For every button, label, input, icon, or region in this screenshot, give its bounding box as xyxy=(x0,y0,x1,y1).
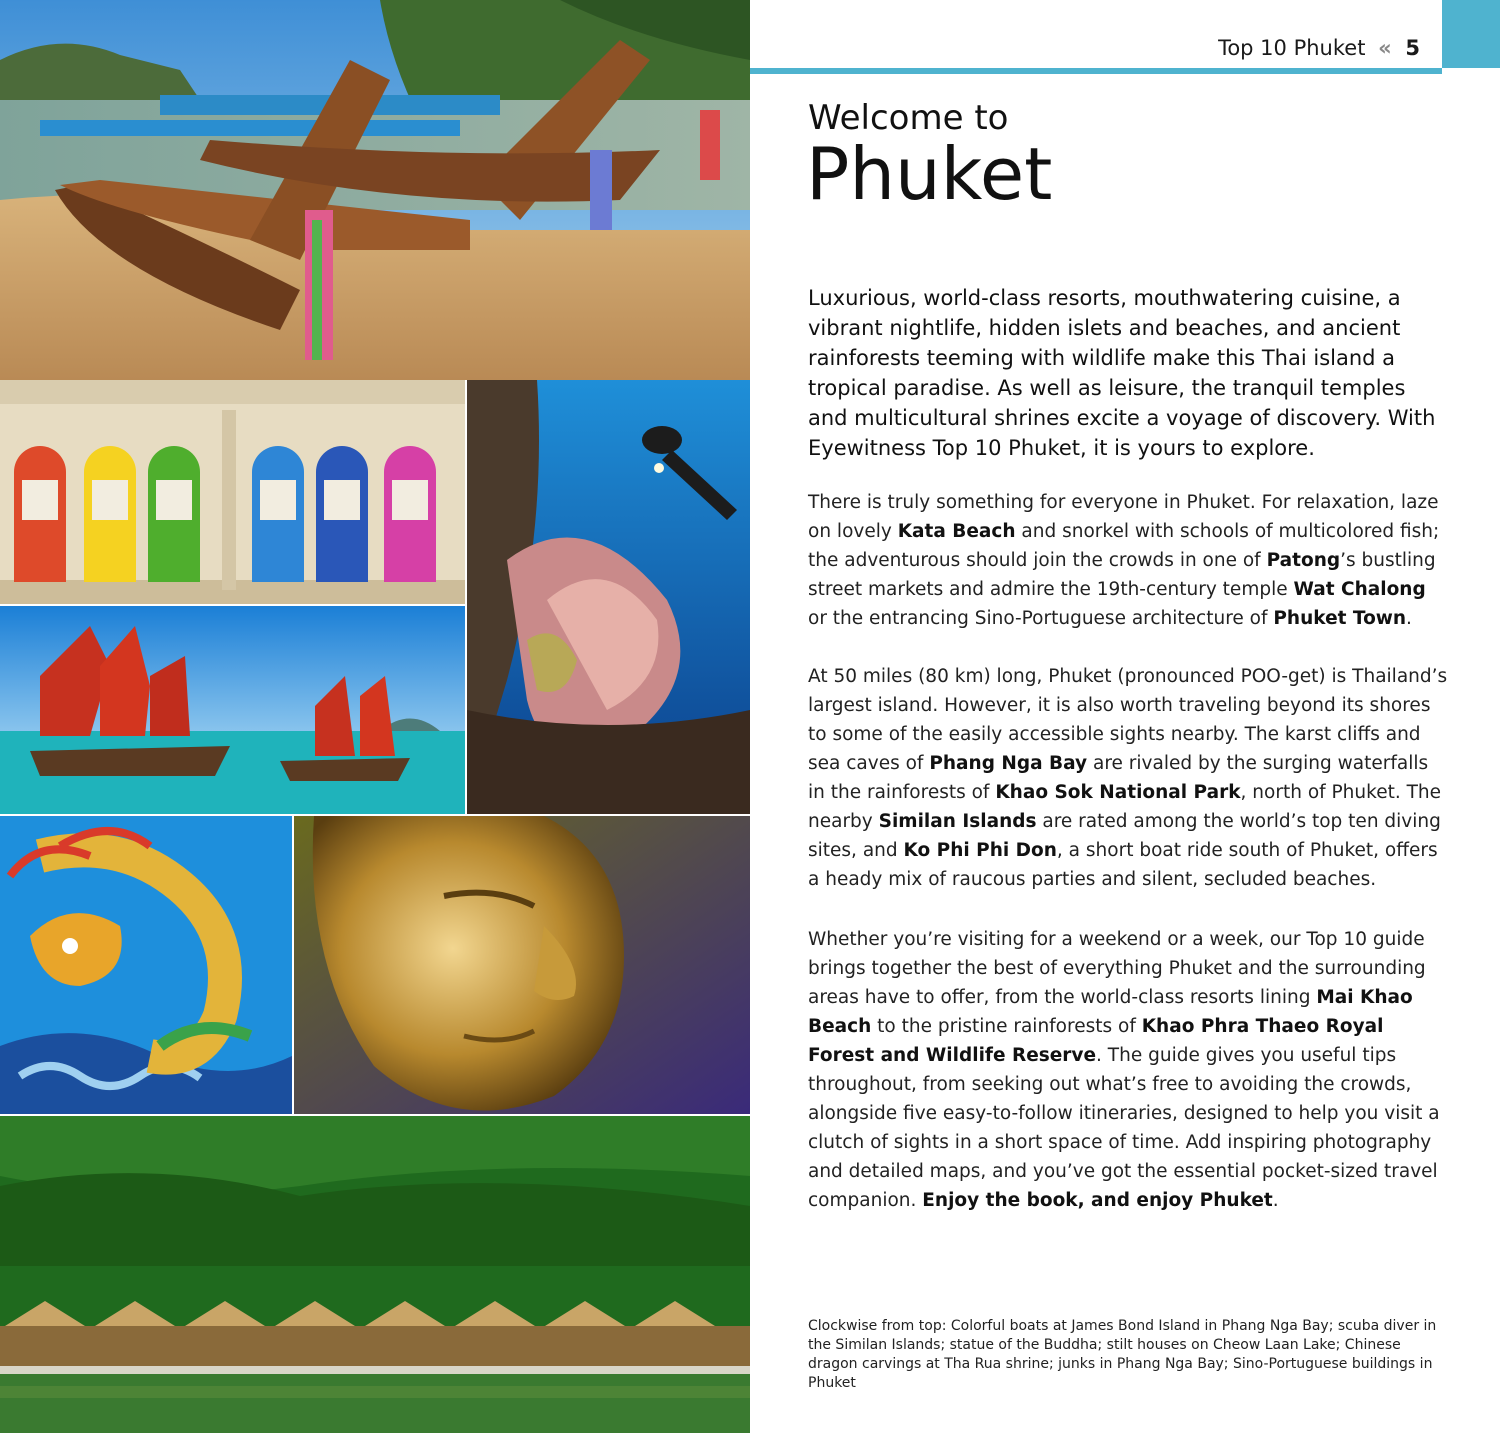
highlight-khao-phra-thaeo: Khao Phra Thaeo Royal Forest and Wildlife Reserve xyxy=(808,1016,1384,1066)
page-number: 5 xyxy=(1405,36,1420,60)
photo-stilt-houses xyxy=(0,1116,750,1433)
photo-caption xyxy=(808,1317,1438,1393)
header-accent-tab xyxy=(1442,0,1500,68)
paragraph-3: Whether you’re visiting for a weekend or a week, our Top 10 guide brings together the best of everything Phuket and the surrounding areas have to offer, from the world-class resorts lining Mai Khao Beach to the pristine rainforests of Khao Phra Thaeo Royal Forest and Wildlife Reserve. The guide gives you useful tips throughout, from seeking out what’s free to avoiding the crowds, alongside five easy-to-follow itineraries, designed to help you visit a clutch of sights in a short space of time. Add inspiring photography and detailed maps, and you’ve got the essential pocket-sized travel companion. Enjoy the book, and enjoy Phuket. xyxy=(808,929,1440,1211)
highlight-phang-nga-bay: Phang Nga Bay xyxy=(929,753,1088,774)
title-welcome: Welcome to xyxy=(808,98,1009,138)
paragraph-1: There is truly something for everyone in Phuket. For relaxation, laze on lovely Kata Beach and snorkel with schools of multicolored fish; the adventurous should join the crowds in one of Patong’s bustling street markets and admire the 19th-century temple Wat Chalong or the entrancing Sino-Portuguese architecture of Phuket Town. xyxy=(808,492,1440,629)
caption-lead: Clockwise from top: xyxy=(808,1318,951,1334)
highlight-mai-khao-beach: Mai Khao Beach xyxy=(808,987,1413,1037)
highlight-similan-islands: Similan Islands xyxy=(878,811,1037,832)
photo-buddha-statue xyxy=(294,816,750,1114)
highlight-wat-chalong: Wat Chalong xyxy=(1293,579,1426,600)
highlight-patong: Patong xyxy=(1266,550,1341,571)
highlight-ko-phi-phi-don: Ko Phi Phi Don xyxy=(903,840,1057,861)
running-title: Top 10 Phuket xyxy=(1218,36,1366,60)
photo-scuba-diver xyxy=(467,380,750,814)
page-title: Phuket xyxy=(806,132,1053,216)
photo-junks xyxy=(0,606,465,814)
highlight-kata-beach: Kata Beach xyxy=(897,521,1016,542)
running-head xyxy=(1218,36,1420,60)
paragraph-2: At 50 miles (80 km) long, Phuket (pronounced POO-get) is Thailand’s largest island. However, it is also worth traveling beyond its shores to some of the easily accessible sights nearby. The karst cliffs and sea caves of Phang Nga Bay are rivaled by the surging waterfalls in the rainforests of Khao Sok National Park, north of Phuket. The nearby Similan Islands are rated among the world’s top ten diving sites, and Ko Phi Phi Don, a short boat ride south of Phuket, offers a heady mix of raucous parties and silent, secluded beaches. xyxy=(808,666,1448,890)
caption-text: Colorful boats at James Bond Island in Phang Nga Bay; scuba diver in the Similan Islands; statue of the Buddha; stilt houses on Cheow Laan Lake; Chinese dragon carvings at Tha Rua shrine; junks in Phang Nga Bay; Sino-Portuguese buildings in Phuket xyxy=(808,1318,1437,1391)
photo-chinese-dragon xyxy=(0,816,292,1114)
intro-lede: Luxurious, world-class resorts, mouthwatering cuisine, a vibrant nightlife, hidden islets and beaches, and ancient rainforests teeming with wildlife make this Thai island a tropical paradise. As well as leisure, the tranquil temples and multicultural shrines excite a voyage of discovery. With Eyewitness Top 10 Phuket, it is yours to explore. xyxy=(808,286,1436,460)
photo-sino-portuguese-doors xyxy=(0,380,465,604)
highlight-khao-sok: Khao Sok National Park xyxy=(995,782,1241,803)
highlight-enjoy: Enjoy the book, and enjoy Phuket xyxy=(922,1190,1273,1211)
chevron-left-icon: « xyxy=(1378,36,1389,60)
highlight-phuket-town: Phuket Town xyxy=(1273,608,1407,629)
photo-longtail-boats xyxy=(0,0,750,380)
